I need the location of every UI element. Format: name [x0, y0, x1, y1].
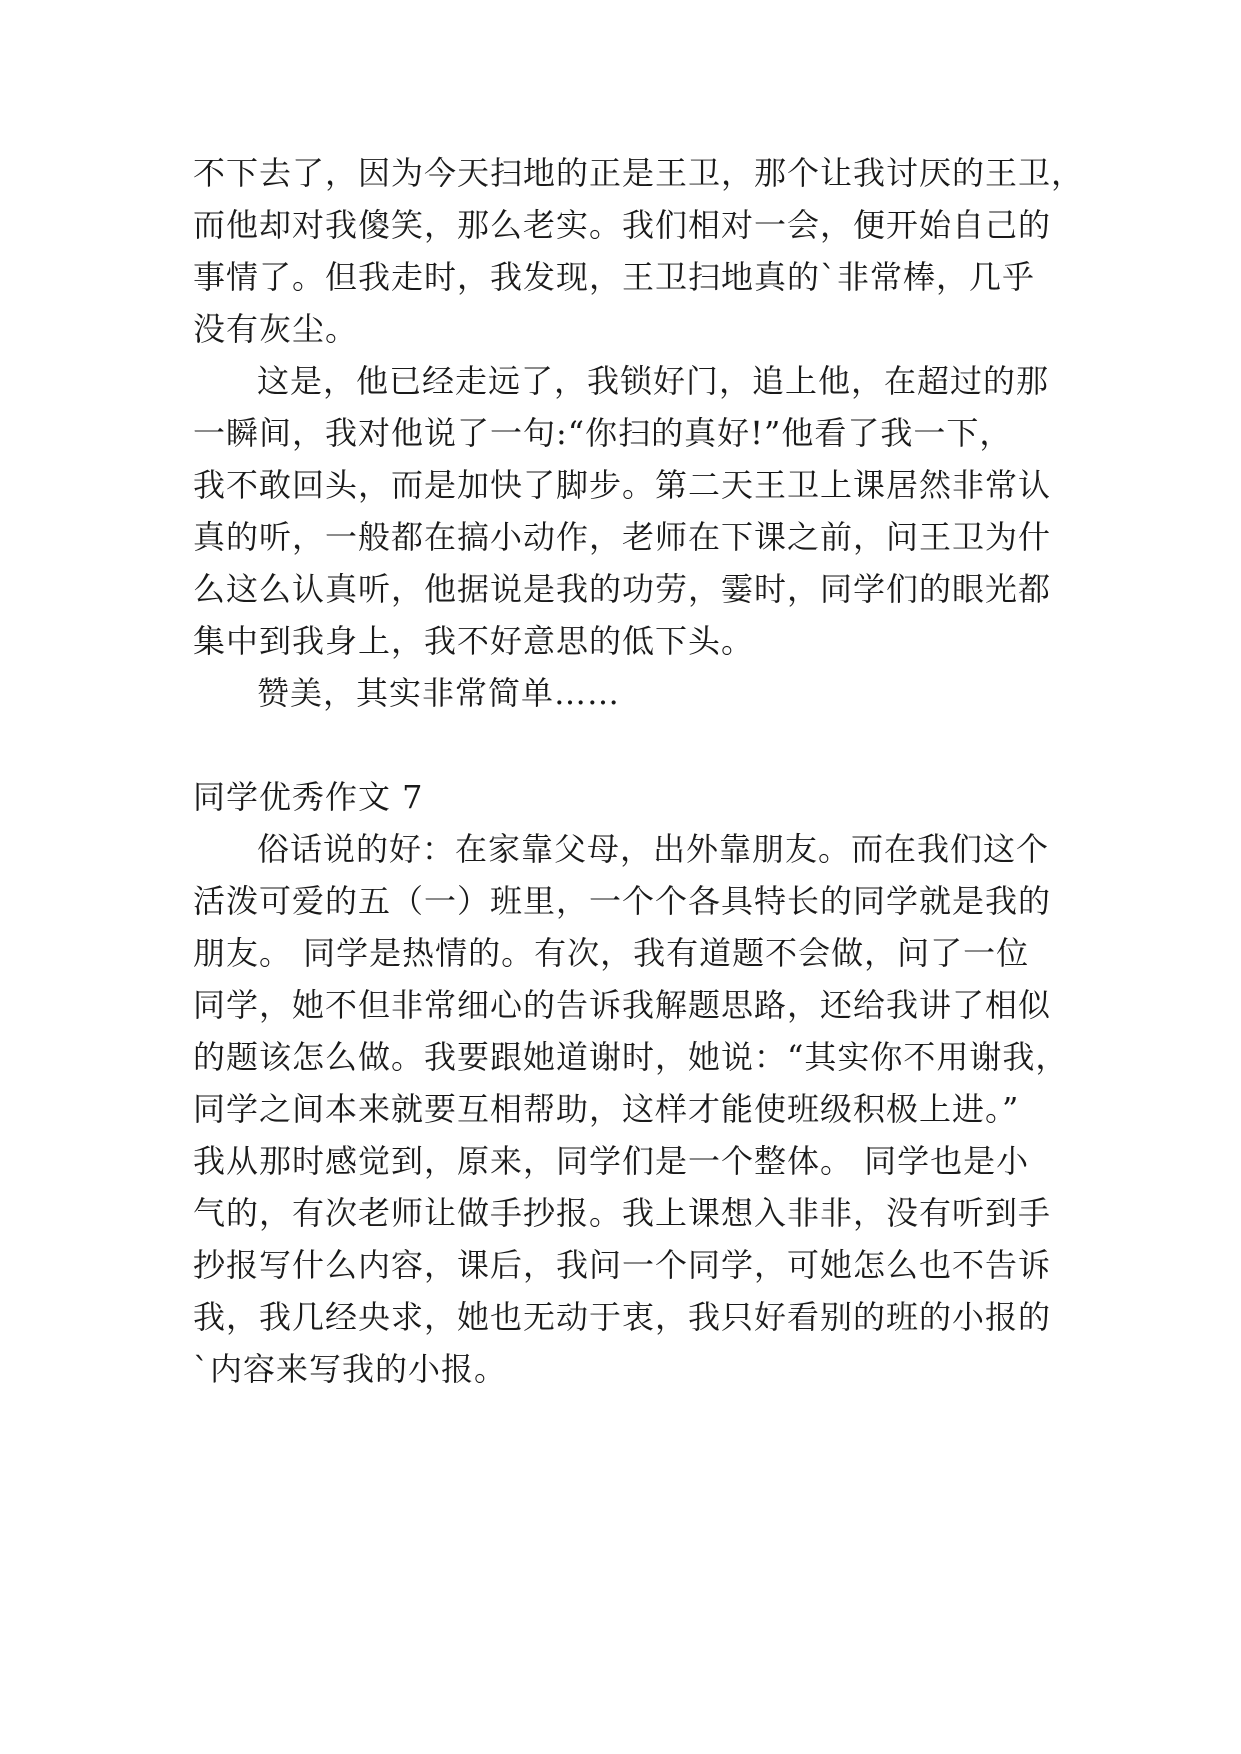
paragraph-1-line-4: 没有灰尘。: [193, 310, 359, 348]
paragraph-4-line-8: 气的，有次老师让做手抄报。我上课想入非非，没有听到手: [193, 1194, 1052, 1232]
paragraph-4-line-4: 同学，她不但非常细心的告诉我解题思路，还给我讲了相似: [193, 986, 1052, 1024]
paragraph-2-line-2: 一瞬间，我对他说了一句:“你扫的真好!”他看了我一下，: [193, 414, 1013, 452]
section-title: 同学优秀作文 7: [193, 778, 424, 816]
paragraph-3-line-1: 赞美，其实非常简单……: [257, 674, 621, 712]
paragraph-2-line-3: 我不敢回头，而是加快了脚步。第二天王卫上课居然非常认: [193, 466, 1052, 504]
paragraph-1-line-1: 不下去了，因为今天扫地的正是王卫，那个让我讨厌的王卫，: [193, 154, 1085, 192]
paragraph-1-line-2: 而他却对我傻笑，那么老实。我们相对一会，便开始自己的: [193, 206, 1052, 244]
paragraph-1-line-3: 事情了。但我走时，我发现，王卫扫地真的`非常棒，几乎: [193, 258, 1036, 296]
paragraph-2-line-4: 真的听，一般都在搞小动作，老师在下课之前，问王卫为什: [193, 518, 1052, 556]
paragraph-4-line-6: 同学之间本来就要互相帮助，这样才能使班级积极上进。”: [193, 1090, 1020, 1128]
paragraph-4-line-2: 活泼可爱的五（一）班里，一个个各具特长的同学就是我的: [193, 882, 1052, 920]
paragraph-4-line-10: 我，我几经央求，她也无动于衷，我只好看别的班的小报的: [193, 1298, 1052, 1336]
paragraph-4-line-1: 俗话说的好：在家靠父母，出外靠朋友。而在我们这个: [257, 830, 1050, 868]
paragraph-4-line-7: 我从那时感觉到，原来，同学们是一个整体。 同学也是小: [193, 1142, 1030, 1180]
paragraph-4-line-11: `内容来写我的小报。: [193, 1350, 508, 1388]
paragraph-4-line-9: 抄报写什么内容，课后，我问一个同学，可她怎么也不告诉: [193, 1246, 1052, 1284]
paragraph-2-line-5: 么这么认真听，他据说是我的功劳，霎时，同学们的眼光都: [193, 570, 1052, 608]
paragraph-4-line-3: 朋友。 同学是热情的。有次，我有道题不会做，问了一位: [193, 934, 1030, 972]
paragraph-4-line-5: 的题该怎么做。我要跟她道谢时，她说：“其实你不用谢我，: [193, 1038, 1069, 1076]
paragraph-2-line-1: 这是，他已经走远了，我锁好门，追上他，在超过的那: [257, 362, 1050, 400]
paragraph-2-line-6: 集中到我身上，我不好意思的低下头。: [193, 622, 755, 660]
